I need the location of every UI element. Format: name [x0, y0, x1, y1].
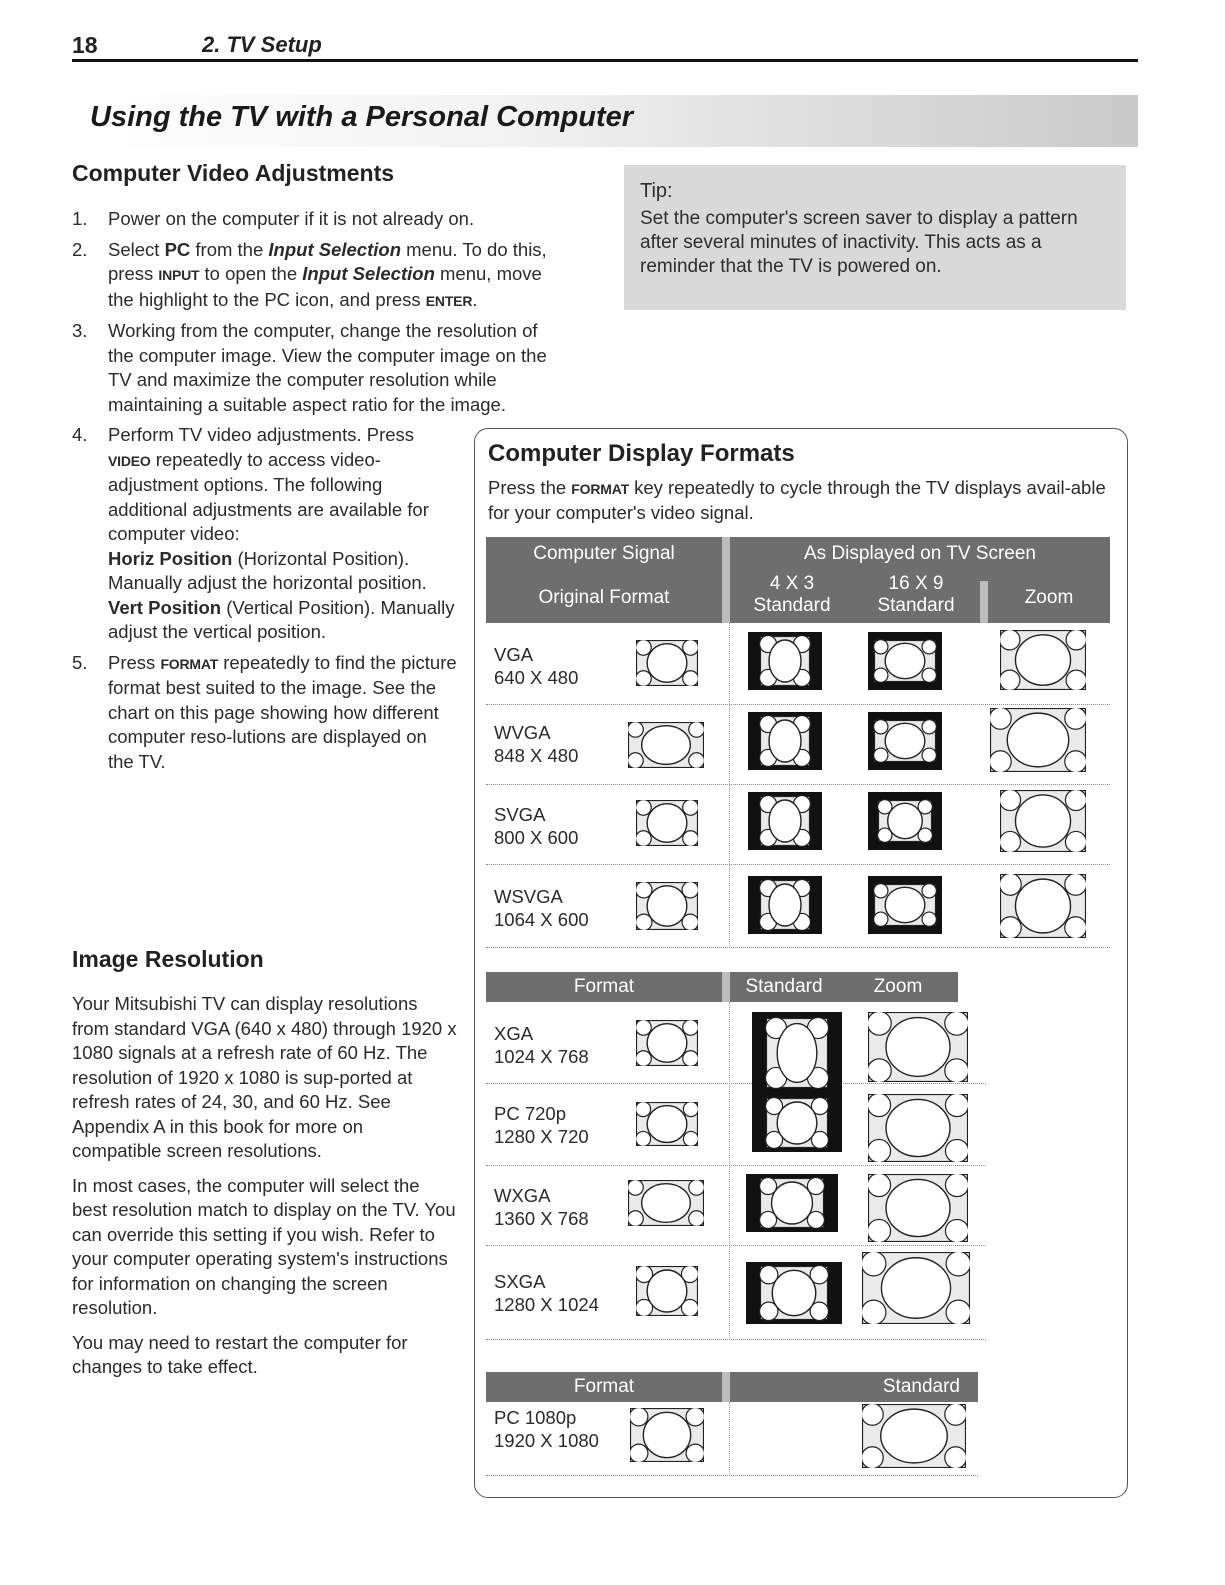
standard-16x9-icon: [868, 792, 942, 850]
tip-text: Set the computer's screen saver to display a pattern after several minutes of inactivity. This acts as a reminder that the TV is powered on.: [640, 208, 1078, 277]
standard-format-icon: [746, 1262, 842, 1324]
image-resolution-heading: Image Resolution: [72, 946, 264, 972]
table3-header: Format Standard: [486, 1372, 978, 1402]
table-row: PC 1080p 1920 X 1080: [486, 1402, 978, 1476]
standard-16x9-icon: [868, 712, 942, 770]
zoom-format-icon: [1000, 790, 1086, 852]
vert-position-label: Vert Position: [108, 596, 222, 618]
table-row: PC 720p 1280 X 720: [486, 1084, 986, 1166]
zoom-format-icon: [1000, 874, 1086, 938]
table1-header: Computer Signal Original Format As Displayed on TV Screen 4 X 3 Standard 16 X 9 Standard Zoom: [486, 537, 1110, 623]
resolution-paragraph-3: You may need to restart the computer for changes to take effect.: [72, 1331, 408, 1377]
original-format-icon: [628, 722, 704, 768]
zoom-format-icon: [868, 1012, 968, 1082]
original-format-icon: [636, 800, 698, 846]
chapter-title: 2. TV Setup: [202, 32, 322, 57]
zoom-format-icon: [990, 708, 1086, 772]
standard-4x3-icon: [748, 792, 822, 850]
standard-16x9-icon: [868, 632, 942, 690]
standard-format-icon: [752, 1012, 842, 1094]
standard-16x9-icon: [868, 876, 942, 934]
original-format-icon: [636, 882, 698, 930]
table-row: VGA 640 X 480: [486, 623, 1110, 705]
table-row: SXGA 1280 X 1024: [486, 1246, 986, 1340]
table2-header: Format Standard Zoom: [486, 972, 958, 1002]
original-format-icon: [630, 1408, 704, 1462]
zoom-format-icon: [862, 1252, 970, 1324]
enter-key: ENTER: [425, 292, 473, 309]
original-format-icon: [636, 1020, 698, 1066]
standard-4x3-icon: [748, 632, 822, 690]
original-format-icon: [636, 1102, 698, 1146]
section-banner: [72, 95, 1138, 147]
step-5: 5. Press FORMAT repeatedly to find the picture format best suited to the image. See the chart on this page showing how different computer reso-lutions are displayed on the TV.: [72, 651, 457, 772]
zoom-format-icon: [868, 1174, 968, 1242]
standard-4x3-icon: [748, 876, 822, 934]
horiz-position-label: Horiz Position: [108, 547, 233, 569]
page-number: 18: [72, 32, 98, 58]
format-key: FORMAT: [160, 655, 219, 672]
step-4: 4. Perform TV video adjustments. Press VIDEO repeatedly to access video-adjustment options. The following additional adjustments are available for computer video: Horiz Position (Horizontal Position). Manually adjust the horizontal position. Vert Position (Vertical Position). Manually adjust the vertical position.: [72, 424, 455, 642]
zoom-format-icon: [868, 1094, 968, 1162]
original-format-icon: [628, 1180, 704, 1226]
original-format-icon: [636, 1266, 698, 1316]
display-formats-heading: Computer Display Formats: [488, 440, 795, 467]
table-row: WVGA 848 X 480: [486, 705, 1110, 785]
tip-box: [624, 165, 1126, 310]
step-2: 2. Select PC from the Input Selection menu. To do this, press INPUT to open the Input Selection menu, move the highlight to the PC icon, and press ENTER.: [72, 238, 547, 310]
table-row: WXGA 1360 X 768: [486, 1166, 986, 1246]
image-resolution-body: [72, 992, 457, 1380]
standard-4x3-icon: [748, 712, 822, 770]
input-key: INPUT: [158, 267, 200, 283]
standard-format-icon: [746, 1174, 838, 1232]
table-row: SVGA 800 X 600: [486, 785, 1110, 865]
display-formats-intro: Press the FORMAT key repeatedly to cycle through the TV displays avail-able for your computer's video signal.: [488, 477, 1106, 523]
resolution-paragraph-1: Your Mitsubishi TV can display resolutions from standard VGA (640 x 480) through 1920 x 1080 signals at a refresh rate of 60 Hz. The resolution of 1920 x 1080 is sup-ported at refresh rates of 24, 30, and 60 Hz. See Appendix A in this book for more on compatible screen resolutions.: [72, 993, 457, 1161]
zoom-format-icon: [1000, 630, 1086, 690]
section-title: Using the TV with a Personal Computer: [90, 101, 634, 133]
standard-format-icon: [862, 1404, 966, 1468]
step-3: 3. Working from the computer, change the resolution of the computer image. View the computer image on the TV and maximize the computer resolution while maintaining a suitable aspect ratio for the image.: [72, 320, 547, 415]
video-key: VIDEO: [108, 452, 151, 469]
standard-format-icon: [752, 1094, 842, 1152]
resolution-paragraph-2: In most cases, the computer will select the best resolution match to display on the TV. You can override this setting if you wish. Refer to your computer operating system's instructions for information on changing the screen resolution.: [72, 1174, 456, 1318]
table-row: WSVGA 1064 X 600: [486, 865, 1110, 948]
tip-title: Tip:: [640, 180, 673, 202]
original-format-icon: [636, 640, 698, 686]
video-adjustments-heading: Computer Video Adjustments: [72, 160, 395, 186]
page-header: [72, 30, 1138, 62]
table-row: XGA 1024 X 768: [486, 1002, 986, 1084]
step-1: 1. Power on the computer if it is not already on.: [72, 208, 475, 229]
